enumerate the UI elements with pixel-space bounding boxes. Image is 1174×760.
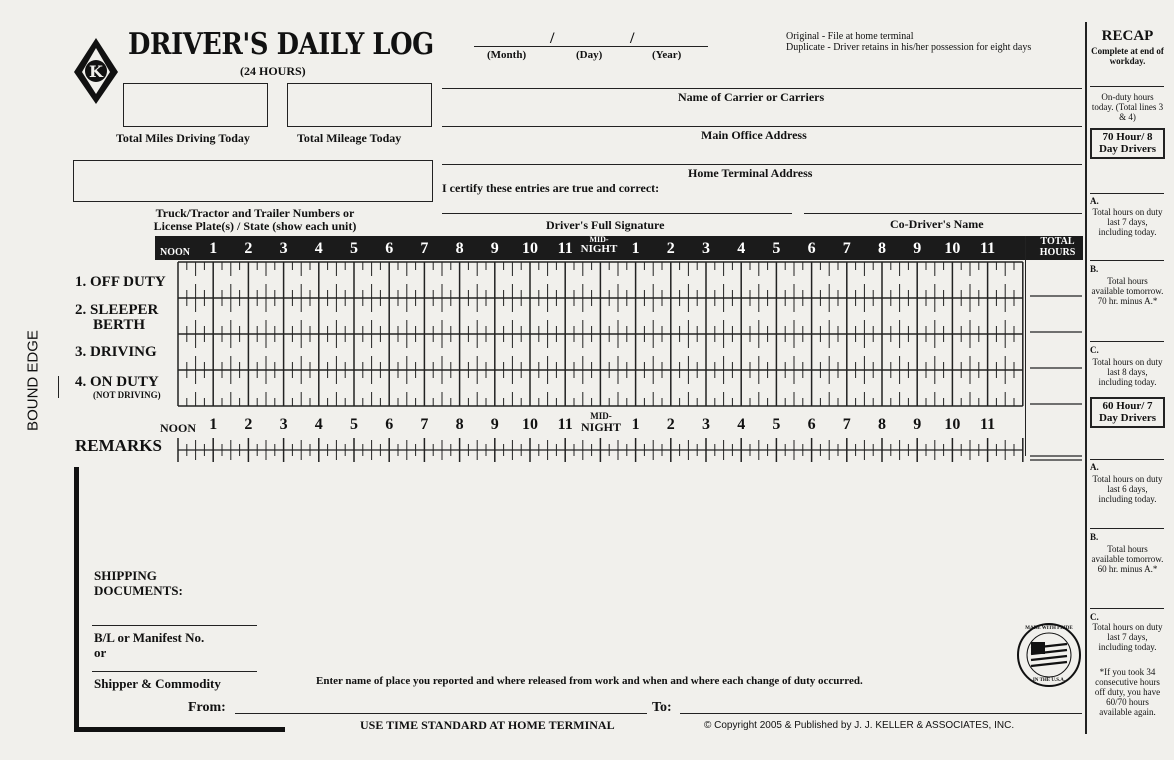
hour-label: 11 <box>557 240 573 257</box>
hour-label: 2 <box>244 240 253 257</box>
hour-label: 10 <box>944 240 961 257</box>
recap-onduty: On-duty hours today. (Total lines 3 & 4) <box>1091 92 1164 123</box>
total-top: TOTAL <box>1040 236 1075 247</box>
hour-label: 11 <box>557 416 573 433</box>
home-terminal-label: Home Terminal Address <box>688 166 813 180</box>
recap-sub: Complete at end of workday. <box>1091 46 1164 67</box>
bl-line[interactable] <box>92 625 257 626</box>
seal-text-bottom: IN THE U.S.A. <box>1032 678 1066 683</box>
hour-label: 3 <box>702 240 710 257</box>
recap-a70: Total hours on duty last 7 days, including today. <box>1092 207 1163 238</box>
recap-onduty-line[interactable] <box>1090 86 1164 87</box>
shipping-label-1: SHIPPING <box>94 568 157 583</box>
from-label: From: <box>188 700 226 715</box>
hour-label: 7 <box>420 240 429 257</box>
hour-label: 6 <box>385 240 394 257</box>
remarks-bracket-vertical <box>74 467 79 732</box>
hour-label: 7 <box>842 240 851 257</box>
hour-label: 5 <box>772 416 781 433</box>
shipper-label: Shipper & Commodity <box>94 676 221 691</box>
codriver-label: Co-Driver's Name <box>890 217 984 231</box>
noon-label-top: NOON <box>160 247 190 258</box>
recap-c70-label: C. <box>1090 345 1099 355</box>
hour-label: 4 <box>314 416 323 433</box>
svg-text:K: K <box>89 62 103 81</box>
hour-label: 6 <box>385 416 394 433</box>
hour-label: 10 <box>944 416 961 433</box>
mid-top: MID- <box>589 235 609 244</box>
time-standard-note: USE TIME STANDARD AT HOME TERMINAL <box>360 718 615 732</box>
berth-label: BERTH <box>93 317 145 333</box>
certify-label: I certify these entries are true and correct: <box>442 181 660 195</box>
hour-label: 8 <box>878 416 886 433</box>
date-slash-1: / <box>550 30 555 47</box>
remarks-label: REMARKS <box>75 436 162 455</box>
signature-label: Driver's Full Signature <box>546 218 665 232</box>
page-title: DRIVER'S DAILY LOG <box>128 27 434 62</box>
hour-label: 10 <box>522 240 538 257</box>
recap-a70-line[interactable] <box>1090 193 1164 194</box>
recap-a60-label: A. <box>1090 462 1099 472</box>
recap-note: *If you took 34 consecutive hours off duty, you have 60/70 hours available again. <box>1094 667 1161 718</box>
hour-label: 9 <box>490 416 499 433</box>
hour-label: 4 <box>737 416 746 433</box>
hour-label: 9 <box>913 416 922 433</box>
page-subtitle: (24 HOURS) <box>240 64 306 78</box>
total-hours-column-divider <box>1025 236 1026 456</box>
carrier-label: Name of Carrier or Carriers <box>678 90 825 104</box>
truck-label-2: License Plate(s) / State (show each unit) <box>153 219 357 233</box>
date-slash-2: / <box>630 30 635 47</box>
hour-label: 7 <box>420 416 429 433</box>
recap-a60-line[interactable] <box>1090 459 1164 460</box>
shipping-label-2: DOCUMENTS: <box>94 583 183 598</box>
recap-60-header: 60 Hour/ 7 Day Drivers <box>1090 397 1165 428</box>
recap-70-header: 70 Hour/ 8 Day Drivers <box>1090 128 1165 159</box>
hour-label: 2 <box>244 416 253 433</box>
bound-edge-label: BOUND EDGE <box>24 330 42 431</box>
day-label: (Day) <box>576 49 603 61</box>
bl-label: B/L or Manifest No. <box>94 630 205 645</box>
or-label: or <box>94 645 107 660</box>
recap-b60-line[interactable] <box>1090 528 1164 529</box>
hour-label: 7 <box>842 416 851 433</box>
recap-a70-label: A. <box>1090 196 1099 206</box>
recap-c60-line[interactable] <box>1090 608 1164 609</box>
recap-b70-label: B. <box>1090 264 1099 274</box>
hour-label: 9 <box>490 240 499 257</box>
total-bottom: HOURS <box>1039 247 1076 258</box>
hour-label: 5 <box>350 416 358 433</box>
seal-text-top: MADE WITH PRIDE <box>1025 626 1073 631</box>
recap-c60: Total hours on duty last 7 days, including today. <box>1092 622 1163 653</box>
recap-c60-label: C. <box>1090 612 1099 622</box>
midnight-label-bottom <box>576 412 626 433</box>
night-top: NIGHT <box>580 243 618 255</box>
hour-label: 2 <box>666 240 675 257</box>
hour-label: 3 <box>279 240 288 257</box>
main-office-label: Main Office Address <box>701 128 807 142</box>
recap-divider <box>1085 22 1087 734</box>
on-duty-label: 4. ON DUTY <box>75 374 159 390</box>
hour-label: 6 <box>807 416 816 433</box>
recap-b60: Total hours available tomorrow. 60 hr. minus A.* <box>1091 544 1164 575</box>
enter-instructions: Enter name of place you reported and where released from work and when and where each change of duty occurred. <box>316 675 863 687</box>
month-label: (Month) <box>487 49 527 61</box>
to-line[interactable] <box>680 713 1082 714</box>
recap-c70: Total hours on duty last 8 days, including today. <box>1092 357 1163 388</box>
night-bottom: NIGHT <box>580 420 621 434</box>
duplicate-note: Duplicate - Driver retains in his/her possession for eight days <box>786 42 1032 53</box>
hour-label: 4 <box>314 240 323 257</box>
hour-label: 9 <box>913 240 922 257</box>
year-label: (Year) <box>652 49 682 61</box>
hour-label: 10 <box>522 416 538 433</box>
original-note: Original - File at home terminal <box>786 31 914 42</box>
recap-b60-label: B. <box>1090 532 1099 542</box>
driving-label: 3. DRIVING <box>75 344 157 360</box>
hour-label: 2 <box>666 416 675 433</box>
hour-label: 8 <box>455 416 464 433</box>
hour-label: 3 <box>702 416 710 433</box>
hour-label: 11 <box>980 416 996 433</box>
remarks-bracket-horizontal <box>74 727 285 732</box>
from-line[interactable] <box>235 713 647 714</box>
recap-title: RECAP <box>1101 28 1154 44</box>
hour-label: 1 <box>209 416 218 433</box>
hour-label: 1 <box>209 240 218 257</box>
hour-label: 4 <box>737 240 746 257</box>
sleeper-label: 2. SLEEPER <box>75 302 159 318</box>
hour-label: 1 <box>631 416 640 433</box>
recap-a60: Total hours on duty last 6 days, including today. <box>1092 474 1163 505</box>
hour-label: 11 <box>980 240 996 257</box>
copyright: © Copyright 2005 & Published by J. J. KELLER & ASSOCIATES, INC. <box>704 720 1015 731</box>
hour-label: 6 <box>807 240 816 257</box>
hour-label: 8 <box>455 240 464 257</box>
hour-label: 8 <box>878 240 886 257</box>
total-mileage-label: Total Mileage Today <box>297 131 402 145</box>
not-driving-label: (NOT DRIVING) <box>93 390 161 400</box>
mid-bottom: MID- <box>590 411 612 421</box>
hour-label: 5 <box>772 240 781 257</box>
shipper-line[interactable] <box>92 671 257 672</box>
hour-label: 1 <box>631 240 640 257</box>
truck-label-1: Truck/Tractor and Trailer Numbers or <box>155 206 355 220</box>
recap-b70: Total hours available tomorrow. 70 hr. minus A.* <box>1091 276 1164 307</box>
off-duty-label: 1. OFF DUTY <box>75 274 166 290</box>
hour-label: 5 <box>350 240 358 257</box>
hour-label: 3 <box>279 416 288 433</box>
recap-b70-line[interactable] <box>1090 260 1164 261</box>
to-label: To: <box>652 700 672 715</box>
recap-c70-line[interactable] <box>1090 341 1164 342</box>
noon-label-bottom: NOON <box>160 421 196 435</box>
total-miles-label: Total Miles Driving Today <box>116 131 250 145</box>
